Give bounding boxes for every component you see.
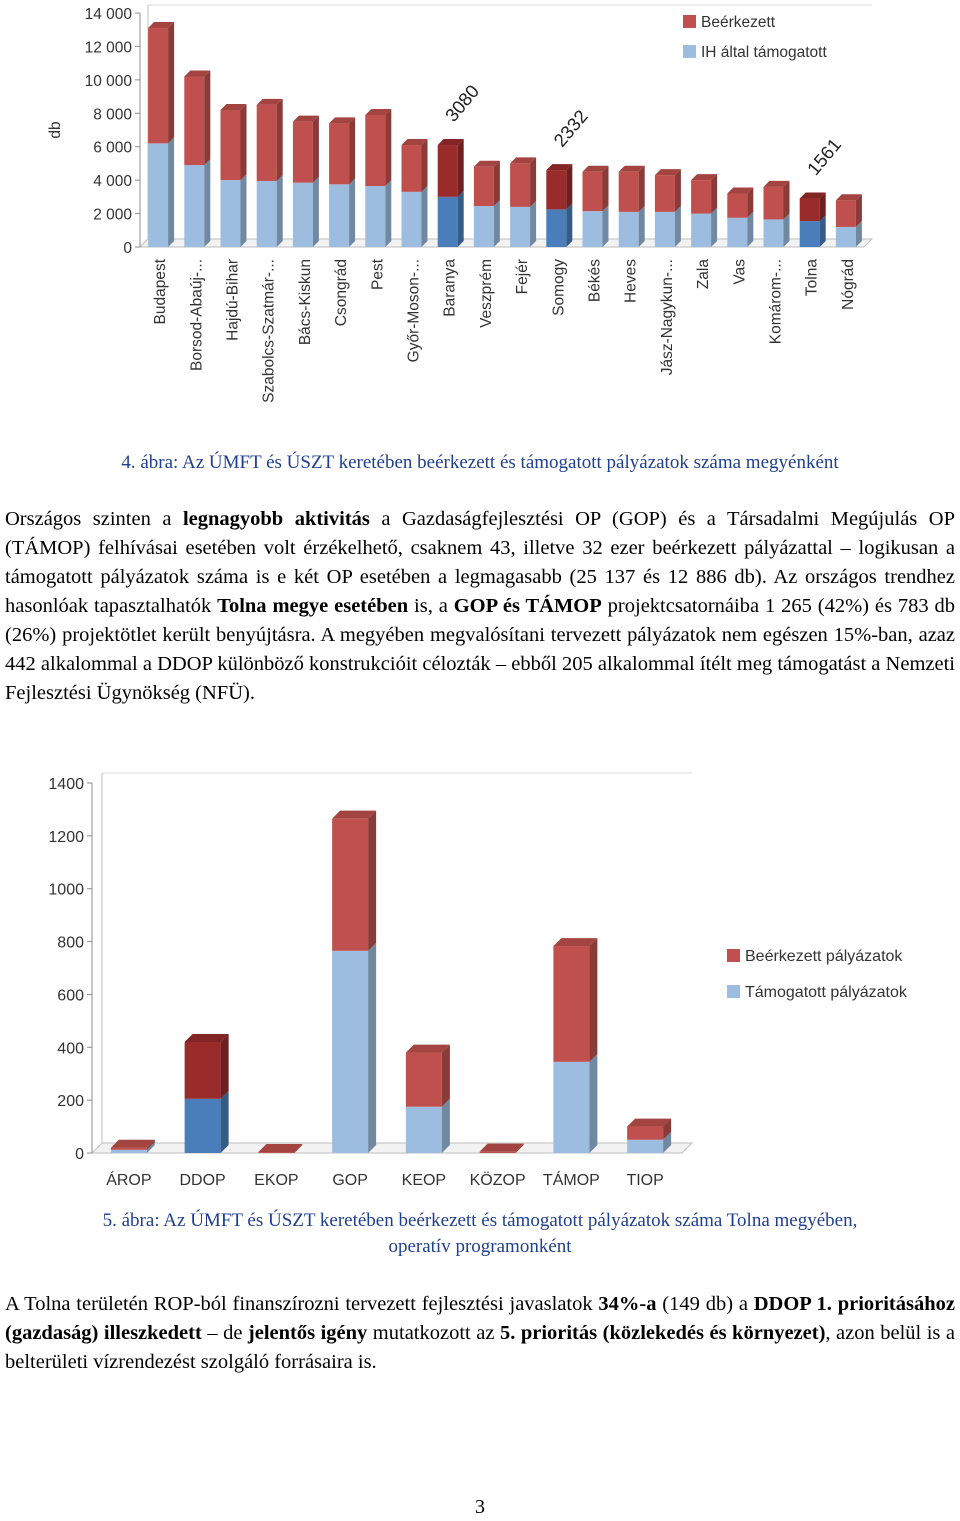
chart1-y-tick-label: 12 000 [84, 39, 132, 57]
chart1-annotation-label: 2332 [549, 105, 592, 151]
p2-bold-3: jelentős igény [247, 1322, 368, 1344]
chart1-bar-supported-front [474, 206, 494, 247]
chart2-y-tick-label: 800 [57, 934, 84, 952]
chart1-bar-received-side [494, 161, 500, 206]
chart1-annotation-label: 1561 [802, 134, 846, 180]
body-paragraph-1 [5, 505, 955, 708]
chart1-bar-received-side [204, 71, 210, 166]
chart1-legend-swatch [683, 15, 696, 28]
chart1-bar-supported-front [546, 209, 566, 247]
chart1-bar-received-side [639, 166, 645, 212]
chart2-bar-received-side [368, 811, 376, 951]
chart2-bar-supported-front [332, 951, 368, 1153]
p2-bold-2: DDOP 1. prioritásához (gazdaság) illeszkedett [5, 1293, 955, 1344]
chart1-x-tick-label: Baranya [441, 259, 459, 317]
chart2-bar-received-front [553, 946, 589, 1062]
figure-4-caption: 4. ábra: Az ÚMFT és ÚSZT keretében beérkezett és támogatott pályázatok száma megyénként [121, 452, 839, 473]
chart2-bar-received-side [221, 1034, 229, 1099]
chart1-bar-received-front [727, 194, 747, 218]
chart1-bar-received-front [184, 77, 204, 166]
chart1-bar-received-side [566, 164, 572, 209]
chart2-y-tick-label: 400 [57, 1040, 84, 1058]
chart1-bar-supported-side [168, 137, 174, 247]
chart1-bar-supported-side [385, 180, 391, 247]
chart1-x-tick-label: Hajdú-Bihar [224, 259, 242, 341]
chart1-bar-received-front [691, 180, 711, 213]
chart2-bar-supported-front [185, 1099, 221, 1153]
chart1-bar-supported-front [438, 197, 458, 247]
p2-bold-4: 5. prioritás (közlekedés és környezet) [499, 1322, 826, 1344]
chart1-bar-received-front [293, 122, 313, 183]
chart1-bar-received-front [365, 115, 385, 186]
chart1-bar-received-side [241, 104, 247, 180]
chart1-bar-supported-front [148, 143, 168, 247]
chart1-bar-supported-front [583, 211, 603, 247]
chart1-bar-received-front [546, 170, 566, 209]
chart2-y-tick-label: 0 [75, 1146, 84, 1163]
chart1-bar-supported-front [836, 227, 856, 247]
chart1-bar-supported-front [800, 221, 820, 247]
chart1-bar-supported-side [603, 205, 609, 247]
chart2-bar-supported-front [553, 1062, 589, 1153]
chart1-bar-received-side [711, 174, 717, 213]
chart1-bar-supported-side [747, 212, 753, 247]
chart1-bar-received-front [329, 123, 349, 184]
chart2-y-tick-label: 1000 [48, 881, 84, 899]
chart1-x-tick-label: Csongrád [333, 259, 351, 327]
county-stacked-bar-chart [0, 0, 960, 420]
chart1-bar-supported-front [619, 212, 639, 247]
p2-bold-1: 34%-a [598, 1293, 657, 1315]
chart2-bar-received-front [111, 1148, 147, 1150]
chart1-bar-supported-side [277, 175, 283, 247]
chart1-bar-received-side [422, 139, 428, 192]
chart2-y-tick-label: 1400 [48, 776, 84, 793]
p1-text-4: projektcsatornáiba 1 265 (42%) és 783 db (26%) projektötlet került benyújtásra. A megyében megvalósítani tervezett pályázatok nem egészen 15%-ban, azaz 442 alkalommal a DDOP különböző konstrukcióit célozták – ebből 205 alkalommal ítélt meg támogatást a Nemzeti Fejlesztési Ügynökség (NFÜ). [5, 595, 955, 704]
chart2-bar-received-front [258, 1152, 294, 1153]
chart1-y-tick-label: 0 [123, 240, 132, 257]
chart2-x-tick-label: GOP [332, 1172, 368, 1189]
body-paragraph-2 [5, 1290, 955, 1377]
figure-5-caption-line-2: operatív programonként [388, 1236, 572, 1257]
chart1-bar-received-side [277, 99, 283, 181]
chart1-annotation-label: 3080 [440, 80, 484, 126]
chart2-y-tick-label: 1200 [48, 828, 84, 846]
p2-text-1: A Tolna területén ROP-ból finanszírozni tervezett fejlesztési javaslatok [5, 1293, 599, 1315]
chart1-bar-supported-side [422, 186, 428, 247]
chart1-x-tick-label: Somogy [550, 259, 568, 316]
chart1-x-tick-label: Vas [731, 259, 749, 285]
chart1-bar-supported-side [458, 191, 464, 247]
chart2-bar-received-front [406, 1053, 442, 1107]
chart1-bar-received-front [148, 28, 168, 143]
chart1-y-tick-label: 6 000 [93, 139, 132, 157]
chart1-x-tick-label: Fejér [514, 259, 532, 295]
chart1-bar-supported-side [711, 208, 717, 247]
chart1-x-tick-label: Borsod-Abaúj-... [188, 259, 206, 371]
chart1-bar-received-side [603, 166, 609, 211]
chart1-bar-received-front [655, 175, 675, 212]
chart1-bar-supported-front [293, 183, 313, 247]
chart1-bar-supported-front [691, 214, 711, 247]
chart1-bar-received-front [619, 172, 639, 212]
chart1-bar-received-side [168, 22, 174, 143]
chart1-bar-received-front [474, 167, 494, 206]
chart2-x-tick-label: KÖZOP [469, 1172, 526, 1189]
chart1-x-tick-label: Heves [622, 259, 640, 303]
chart1-x-tick-label: Komárom-... [767, 259, 785, 345]
chart1-bar-supported-side [566, 203, 572, 247]
chart2-legend-swatch [727, 949, 740, 962]
chart1-bar-supported-side [349, 178, 355, 247]
chart1-bar-received-side [458, 139, 464, 197]
chart1-bar-supported-side [530, 201, 536, 247]
p1-text-1: Országos szinten a [5, 508, 183, 530]
p2-text-4: mutatkozott az [367, 1322, 500, 1344]
chart1-bar-received-front [583, 172, 603, 211]
p1-text-3: is, a [408, 595, 454, 617]
chart1-bar-supported-side [494, 200, 500, 247]
chart2-legend-label: Beérkezett pályázatok [745, 948, 903, 965]
chart2-bar-supported-front [406, 1107, 442, 1153]
page-number: 3 [475, 1496, 485, 1518]
chart1-x-tick-label: Bács-Kiskun [296, 259, 314, 346]
chart1-floor [140, 239, 872, 247]
p2-text-3: – de [201, 1322, 248, 1344]
chart1-bar-supported-side [675, 206, 681, 247]
chart2-bar-received-side [589, 938, 597, 1062]
chart2-x-tick-label: ÁROP [106, 1172, 152, 1189]
chart1-bar-received-front [438, 145, 458, 197]
chart2-bar-received-front [480, 1152, 516, 1153]
chart1-bar-received-side [675, 169, 681, 212]
chart1-bar-received-front [221, 110, 241, 180]
chart1-y-tick-label: 14 000 [84, 6, 132, 23]
chart1-x-tick-label: Pest [369, 259, 387, 291]
chart1-bar-received-front [402, 145, 422, 192]
chart1-bar-received-side [349, 117, 355, 184]
chart1-y-tick-label: 8 000 [93, 106, 132, 124]
chart1-bar-received-side [530, 157, 536, 206]
chart1-bar-supported-front [184, 165, 204, 247]
chart2-bar-supported-side [442, 1099, 450, 1153]
p2-text-2: (149 db) a [656, 1293, 754, 1315]
chart1-bar-received-front [257, 105, 277, 181]
chart1-bar-supported-front [221, 180, 241, 247]
chart1-bar-received-side [313, 116, 319, 183]
chart2-bar-supported-front [111, 1150, 147, 1153]
chart2-x-tick-label: EKOP [254, 1172, 299, 1189]
chart1-bar-received-front [800, 199, 820, 222]
chart2-bar-supported-front [627, 1140, 663, 1153]
chart1-bar-supported-side [204, 159, 210, 247]
chart1-bar-supported-side [639, 206, 645, 247]
chart1-legend-label: IH által támogatott [701, 44, 827, 61]
chart1-x-tick-label: Tolna [803, 259, 821, 297]
chart1-bar-received-front [836, 200, 856, 227]
chart1-y-tick-label: 10 000 [84, 72, 132, 90]
chart1-x-tick-label: Veszprém [477, 259, 495, 328]
chart2-bar-received-side [442, 1045, 450, 1107]
chart2-bar-supported-side [221, 1091, 229, 1153]
chart1-x-tick-label: Budapest [152, 259, 170, 325]
chart1-bar-supported-front [764, 219, 784, 247]
p1-bold-3: GOP és TÁMOP [453, 595, 602, 617]
figure-5-caption-line-1: 5. ábra: Az ÚMFT és ÚSZT keretében beérkezett és támogatott pályázatok száma Tolna megyében, [102, 1210, 858, 1231]
chart1-bar-received-front [510, 163, 530, 206]
chart2-bar-received-front [332, 819, 368, 951]
chart2-y-tick-label: 600 [57, 987, 84, 1005]
tolna-op-stacked-bar-chart [0, 760, 960, 1200]
chart2-bar-supported-side [368, 943, 376, 1153]
p1-bold-1: legnagyobb aktivitás [182, 508, 370, 530]
chart1-x-tick-label: Szabolcs-Szatmár-... [260, 259, 278, 403]
chart1-bar-received-side [385, 109, 391, 186]
chart2-legend-swatch [727, 985, 740, 998]
chart1-bar-supported-front [329, 184, 349, 247]
chart1-x-tick-label: Győr-Moson-... [405, 259, 423, 363]
p2-text-5: , azon belül is a belterületi vízrendezést szolgáló forrásaira is. [5, 1322, 956, 1373]
chart1-bar-supported-side [313, 177, 319, 247]
chart2-bar-received-front [185, 1042, 221, 1099]
chart1-bar-supported-front [257, 181, 277, 247]
chart2-x-tick-label: KEOP [401, 1172, 447, 1189]
chart2-y-tick-label: 200 [57, 1093, 84, 1111]
chart1-bar-received-front [764, 187, 784, 220]
chart1-y-tick-label: 4 000 [93, 173, 132, 191]
p1-bold-2: Tolna megye esetében [217, 595, 409, 617]
chart1-x-tick-label: Zala [695, 259, 713, 290]
chart2-bar-supported-side [589, 1054, 597, 1153]
chart1-legend-swatch [683, 45, 696, 58]
figure-5-caption [20, 1208, 940, 1260]
chart1-bar-received-side [784, 181, 790, 220]
chart1-x-tick-label: Békés [586, 259, 604, 303]
chart2-x-tick-label: DDOP [179, 1172, 226, 1189]
chart1-x-tick-label: Jász-Nagykun-... [658, 259, 676, 376]
chart1-x-tick-label: Nógrád [839, 259, 857, 310]
p1-text-2: a Gazdaságfejlesztési OP (GOP) és a Társadalmi Megújulás OP (TÁMOP) felhívásai esetében volt érzékelhető, csaknem 43, illetve 32 ezer beérkezett pályázattal – logikusan a támogatott pályázatok száma is e két OP esetében a legmagasabb (25 137 és 12 886 db). Az országos trendhez hasonlóak tapasztalhatók [5, 508, 955, 617]
chart2-x-tick-label: TIOP [626, 1172, 664, 1189]
chart1-bar-supported-front [655, 212, 675, 247]
chart2-floor [92, 1143, 692, 1153]
chart1-bar-supported-front [365, 186, 385, 247]
chart2-legend-label: Támogatott pályázatok [745, 984, 907, 1001]
chart1-bar-supported-front [727, 218, 747, 247]
chart1-y-axis-title: db [47, 121, 64, 139]
chart1-bar-supported-side [241, 174, 247, 247]
chart1-legend-label: Beérkezett [701, 14, 776, 31]
chart1-bar-supported-front [402, 192, 422, 247]
chart2-x-tick-label: TÁMOP [542, 1172, 600, 1189]
chart2-bar-received-front [627, 1127, 663, 1140]
chart1-y-tick-label: 2 000 [93, 206, 132, 224]
chart1-bar-supported-front [510, 207, 530, 247]
